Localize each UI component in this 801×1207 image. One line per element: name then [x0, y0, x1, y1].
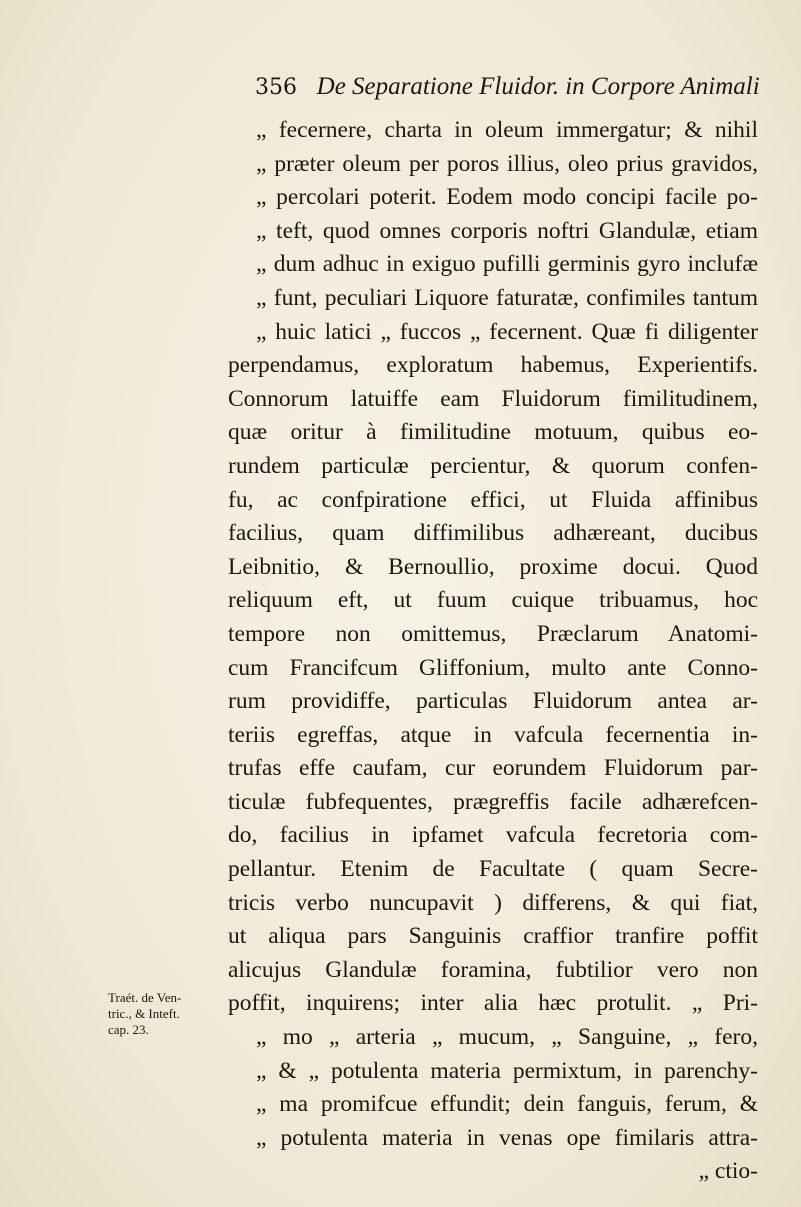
text-line: reliquum eft, ut fuum cuique tribuamus, hoc: [228, 587, 758, 614]
text-line: alicujus Glandulæ foramina, fubtilior vero non: [228, 956, 758, 983]
margin-note-line: cap. 23.: [108, 1022, 149, 1037]
text-line: „ potulenta materia in venas ope fimilaris attra-: [256, 1124, 758, 1151]
text-line: „ ma promifcue effundit; dein fanguis, ferum, &: [256, 1091, 758, 1118]
text-line: „ mo „ arteria „ mucum, „ Sanguine, „ fero,: [256, 1024, 758, 1051]
running-title: De Separatione Fluidor. in Corpore Animali: [316, 73, 760, 100]
page-number: 356: [255, 75, 297, 100]
text-line: pellantur. Etenim de Facultate ( quam Secre-: [228, 856, 758, 883]
text-line: „ percolari poterit. Eodem modo concipi facile po-: [256, 184, 758, 211]
text-line: teriis egreffas, atque in vafcula fecernentia in-: [228, 721, 758, 748]
text-line: tempore non omittemus, Præclarum Anatomi-: [228, 620, 758, 647]
text-line: „ huic latici „ fuccos „ fecernent. Quæ fi diligenter: [256, 318, 758, 345]
text-line: ticulæ fubfequentes, prægreffis facile adhærefcen-: [228, 788, 758, 815]
text-line: quæ oritur à fimilitudine motuum, quibus eo-: [228, 419, 758, 446]
text-line: „ dum adhuc in exiguo pufilli germinis gyro inclufæ: [256, 251, 758, 278]
text-line: poffit, inquirens; inter alia hæc protulit. „ Pri-: [228, 990, 758, 1017]
text-line: Connorum latuiffe eam Fluidorum fimilitudinem,: [228, 385, 758, 412]
text-line: „ ctio-: [698, 1158, 758, 1185]
text-line: „ teft, quod omnes corporis noftri Glandulæ, etiam: [256, 217, 758, 244]
text-line: tricis verbo nuncupavit ) differens, & qui fiat,: [228, 889, 758, 916]
text-line: „ & „ potulenta materia permixtum, in parenchy-: [256, 1057, 758, 1084]
text-line: „ funt, peculiari Liquore faturatæ, confimiles tantum: [256, 284, 758, 311]
margin-note: [108, 990, 228, 1038]
margin-note-line: Traét. de Ven-: [108, 990, 182, 1005]
text-line: cum Francifcum Gliffonium, multo ante Conno-: [228, 654, 758, 681]
text-line: „ præter oleum per poros illius, oleo prius gravidos,: [256, 150, 758, 177]
text-line: rum providiffe, particulas Fluidorum antea ar-: [228, 688, 758, 715]
text-line: perpendamus, exploratum habemus, Experientifs.: [228, 352, 758, 379]
body-text: [228, 114, 758, 1189]
page-header: [255, 72, 760, 112]
text-line: trufas effe caufam, cur eorundem Fluidorum par-: [228, 755, 758, 782]
text-line: fu, ac confpiratione effici, ut Fluida affinibus: [228, 486, 758, 513]
text-line: ut aliqua pars Sanguinis craffior tranfire poffit: [228, 923, 758, 950]
text-line: rundem particulæ percientur, & quorum confen-: [228, 452, 758, 479]
text-line: Leibnitio, & Bernoullio, proxime docui. Quod: [228, 553, 758, 580]
text-line: „ fecernere, charta in oleum immergatur; & nihil: [256, 117, 758, 143]
text-line: do, facilius in ipfamet vafcula fecretoria com-: [228, 822, 758, 849]
margin-note-line: tric., & Inteft.: [108, 1006, 180, 1021]
text-line: facilius, quam diffimilibus adhæreant, ducibus: [228, 520, 758, 547]
